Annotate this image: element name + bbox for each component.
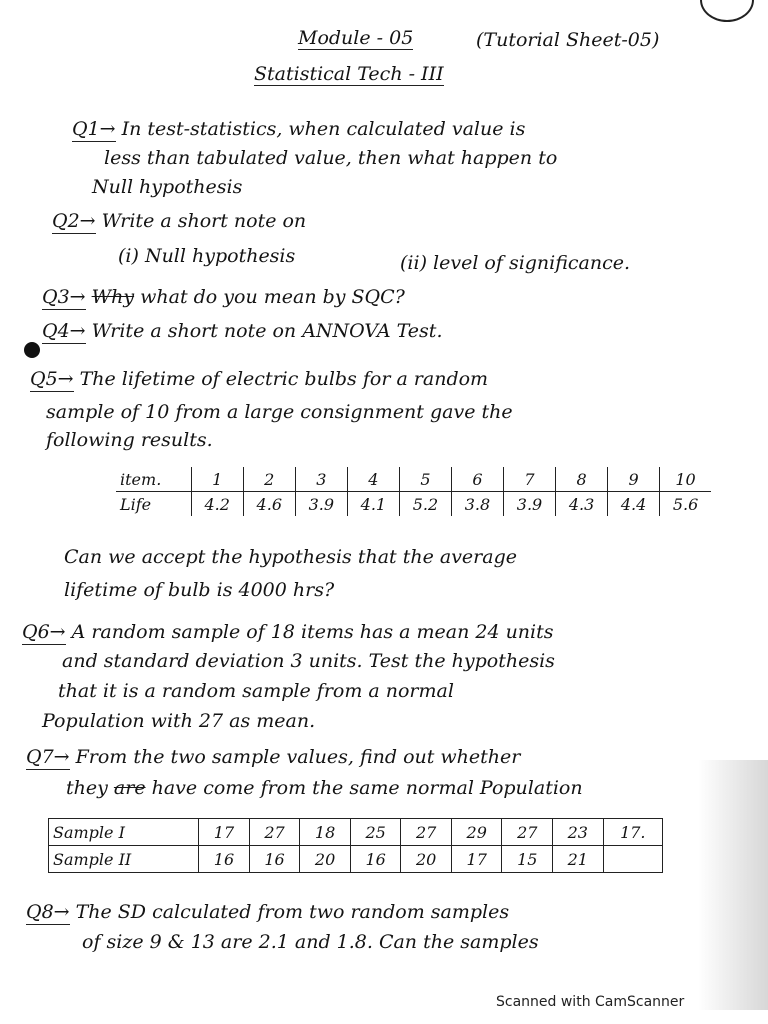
table-cell: 4 (347, 467, 399, 492)
q1-number: Q1→ (72, 118, 116, 140)
q2-number: Q2→ (52, 210, 96, 232)
table-cell: 9 (608, 467, 660, 492)
table-cell: 29 (451, 819, 502, 846)
table-cell: 18 (300, 819, 351, 846)
q7-number: Q7→ (26, 746, 70, 768)
bulb-lifetime-table (116, 467, 711, 516)
table-cell: 4.3 (556, 492, 608, 517)
table-cell: 25 (350, 819, 401, 846)
q1-line-2: less than tabulated value, then what happen to (104, 147, 558, 169)
table-cell (603, 846, 662, 873)
table-cell: 16 (350, 846, 401, 873)
q5-line-1: Q5→ The lifetime of electric bulbs for a random (30, 368, 489, 390)
table-cell: 5 (399, 467, 451, 492)
table-cell: 17 (451, 846, 502, 873)
q7-line-1: Q7→ From the two sample values, find out whether (26, 746, 521, 768)
table-cell: 23 (553, 819, 604, 846)
q6-line-4: Population with 27 as mean. (42, 710, 316, 732)
row-label-sample-1: Sample I (49, 819, 199, 846)
table-cell: 4.2 (191, 492, 243, 517)
q6-line-1: Q6→ A random sample of 18 items has a mean 24 units (22, 621, 554, 643)
corner-scribble (700, 0, 754, 22)
q6-number: Q6→ (22, 621, 66, 643)
table-cell: 27 (401, 819, 452, 846)
q2-item-level-of-significance: (ii) level of significance. (400, 252, 631, 274)
row-label-sample-2: Sample II (49, 846, 199, 873)
q7-line-2: they are have come from the same normal Population (66, 777, 583, 799)
table-cell: 5.2 (399, 492, 451, 517)
q8-number: Q8→ (26, 901, 70, 923)
table-cell: 3.9 (295, 492, 347, 517)
table-cell: 16 (199, 846, 250, 873)
table-row-sample-2 (49, 846, 663, 873)
table-cell: 17. (603, 819, 662, 846)
q3-number: Q3→ (42, 286, 86, 308)
table-cell: 7 (503, 467, 555, 492)
q8-line-2: of size 9 & 13 are 2.1 and 1.8. Can the samples (82, 931, 539, 953)
table-cell: 10 (660, 467, 711, 492)
table-cell: 3 (295, 467, 347, 492)
table-cell: 2 (243, 467, 295, 492)
row-label-item: item. (116, 467, 191, 492)
module-title: Module - 05 (298, 27, 414, 49)
q5-line-3: following results. (46, 429, 213, 451)
table-cell: 3.8 (451, 492, 503, 517)
table-cell: 1 (191, 467, 243, 492)
tutorial-sheet-label: (Tutorial Sheet-05) (476, 29, 660, 51)
table-cell: 8 (556, 467, 608, 492)
camscanner-watermark: Scanned with CamScanner (496, 994, 685, 1010)
scan-edge-shadow (698, 760, 768, 1010)
q2-item-null-hypothesis: (i) Null hypothesis (118, 245, 296, 267)
table-cell: 20 (300, 846, 351, 873)
table-row-items (116, 467, 711, 492)
table-cell: 27 (249, 819, 300, 846)
row-label-life: Life (120, 494, 152, 514)
q6-line-3: that it is a random sample from a normal (58, 680, 454, 702)
table-cell: 27 (502, 819, 553, 846)
table-row-sample-1 (49, 819, 663, 846)
q8-line-1: Q8→ The SD calculated from two random samples (26, 901, 510, 923)
q3-line-1: Q3→ Why what do you mean by SQC? (42, 286, 405, 308)
q1-line-3: Null hypothesis (92, 176, 243, 198)
q5-line-2: sample of 10 from a large consignment gave the (46, 401, 513, 423)
table-cell: 15 (502, 846, 553, 873)
two-sample-table (48, 818, 663, 873)
subtitle: Statistical Tech - III (254, 63, 444, 85)
table-cell: 16 (249, 846, 300, 873)
q1-line-1: Q1→ In test-statistics, when calculated value is (72, 118, 526, 140)
q7-struck-word: are (113, 777, 146, 799)
q6-line-2: and standard deviation 3 units. Test the hypothesis (62, 650, 555, 672)
q5-line-4: Can we accept the hypothesis that the average (64, 546, 517, 568)
table-cell: 4.6 (243, 492, 295, 517)
table-cell: 20 (401, 846, 452, 873)
ink-dot (24, 342, 40, 358)
table-cell: 17 (199, 819, 250, 846)
table-cell: 4.1 (347, 492, 399, 517)
q3-struck-word: Why (91, 286, 135, 308)
table-row-life (116, 492, 711, 517)
q5-line-5: lifetime of bulb is 4000 hrs? (64, 579, 335, 601)
q2-line-1: Q2→ Write a short note on (52, 210, 307, 232)
q5-number: Q5→ (30, 368, 74, 390)
table-cell: 21 (553, 846, 604, 873)
table-cell: 5.6 (660, 492, 711, 517)
table-cell: 6 (451, 467, 503, 492)
q4-number: Q4→ (42, 320, 86, 342)
table-cell: 4.4 (608, 492, 660, 517)
table-cell: 3.9 (503, 492, 555, 517)
q4-line-1: Q4→ Write a short note on ANNOVA Test. (42, 320, 443, 342)
